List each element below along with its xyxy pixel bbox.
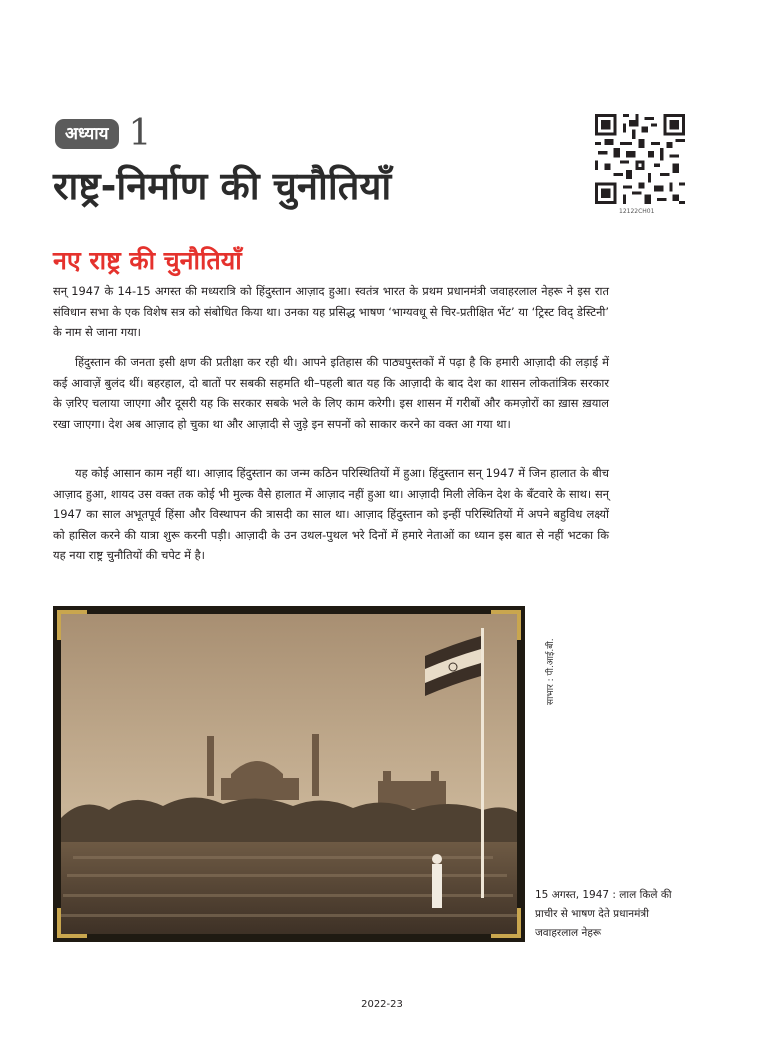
paragraph-2: हिंदुस्तान की जनता इसी क्षण की प्रतीक्षा कर रही थी। आपने इतिहास की पाठ्यपुस्तकों में पढ़ा है कि हमारी आज़ादी की लड़ाई में कई आवाज़ें बुलंद थीं। बहरहाल, दो बातों पर सबकी सहमति थी–पहली बात यह कि आज़ादी के बाद देश का शासन लोकतांत्रिक सरकार के ज़रिए चलाया जाएगा और दूसरी यह कि सरकार सबके भले के लिए काम करेगी। इस शासन में गरीबों और कमज़ोरों का ख़ास ख़याल रखा जाएगा। देश अब आज़ाद हो चुका था और आज़ादी से जुड़े इन सपनों को साकार करने का वक्त आ गया था। bbox=[53, 355, 609, 431]
chapter-badge: अध्याय bbox=[55, 119, 119, 149]
chapter-number: 1 bbox=[128, 113, 152, 154]
qr-code-label: 12122CH01 bbox=[619, 208, 655, 215]
photo-caption: 15 अगस्त, 1947 : लाल किले की प्राचीर से भाषण देते प्रधानमंत्री जवाहरलाल नेहरू bbox=[535, 889, 672, 939]
historical-photo bbox=[53, 606, 525, 942]
qr-code-icon[interactable] bbox=[595, 114, 685, 204]
paragraph-1: सन् 1947 के 14-15 अगस्त की मध्यरात्रि को हिंदुस्तान आज़ाद हुआ। स्वतंत्र भारत के प्रथम प्रधानमंत्री जवाहरलाल नेहरू ने इस रात संविधान सभा के एक विशेष सत्र को संबोधित किया था। उनका यह प्रसिद्ध भाषण ‘भाग्यवधू से चिर-प्रतीक्षित भेंट’ या ‘ट्रिस्ट विद् डेस्टिनी’ के नाम से जाना गया। bbox=[53, 284, 609, 339]
section-heading: नए राष्ट्र की चुनौतियाँ bbox=[53, 246, 242, 275]
page-number: 2022-23 bbox=[361, 999, 403, 1010]
chapter-title: राष्ट्र-निर्माण की चुनौतियाँ bbox=[53, 164, 392, 208]
photo-credit: साभार : पी.आई.बी. bbox=[546, 638, 556, 705]
paragraph-3: यह कोई आसान काम नहीं था। आज़ाद हिंदुस्तान का जन्म कठिन परिस्थितियों में हुआ। हिंदुस्तान सन् 1947 में जिन हालात के बीच आज़ाद हुआ, शायद उस वक्त तक कोई भी मुल्क वैसे हालात में आज़ाद नहीं हुआ था। आज़ादी मिली लेकिन देश के बँटवारे के साथ। सन् 1947 का साल अभूतपूर्व हिंसा और विस्थापन की त्रासदी का साल था। आज़ाद हिंदुस्तान को इन्हीं परिस्थितियों में अपने बहुविध लक्ष्यों को हासिल करने की यात्रा शुरू करनी पड़ी। आज़ादी के उन उथल-पुथल भरे दिनों में हमारे नेताओं का ध्यान इस बात से नहीं भटका कि यह नया राष्ट्र चुनौतियों की चपेट में है। bbox=[53, 466, 609, 562]
chapter-header bbox=[55, 113, 152, 154]
red-fort-flag-hoisting-image bbox=[53, 606, 525, 942]
